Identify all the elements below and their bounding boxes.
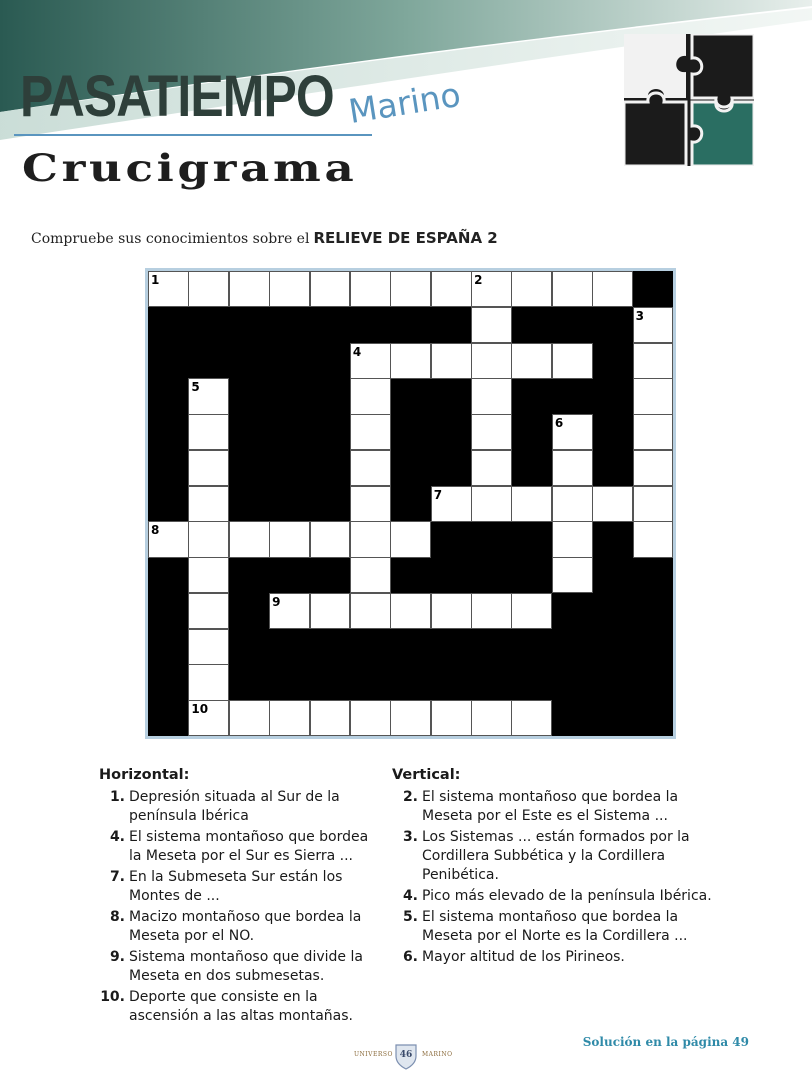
clue-text: Depresión situada al Sur de la península Ibérica	[129, 789, 340, 824]
crossword-cell[interactable]	[188, 629, 229, 665]
crossword-cell[interactable]	[552, 521, 593, 557]
clue-number: 9.	[109, 949, 125, 965]
clue-text: El sistema montañoso que bordea la Meseta por el Sur es Sierra ...	[129, 829, 369, 864]
clue-text: El sistema montañoso que bordea la Meseta por el Norte es la Cordillera ...	[422, 909, 688, 944]
crossword-cell[interactable]	[350, 593, 391, 629]
crossword-cell[interactable]	[633, 414, 674, 450]
crossword-cell[interactable]	[310, 593, 351, 629]
clue-item	[392, 788, 712, 826]
clue-number: 1.	[109, 789, 125, 805]
crossword-cell[interactable]	[471, 271, 512, 307]
crossword-cell[interactable]	[511, 593, 552, 629]
page-number: 46	[399, 1050, 413, 1060]
crossword-cell[interactable]	[431, 593, 472, 629]
clue-text: El sistema montañoso que bordea la Meseta por el Este es el Sistema ...	[422, 789, 679, 824]
crossword-cell[interactable]	[269, 593, 310, 629]
crossword-cell[interactable]	[188, 486, 229, 522]
crossword-cell[interactable]	[431, 343, 472, 379]
crossword-cell[interactable]	[511, 271, 552, 307]
crossword-cell[interactable]	[471, 414, 512, 450]
clue-number-label: 3	[635, 308, 644, 323]
clue-number-label: 6	[554, 416, 564, 431]
crossword-cell[interactable]	[511, 343, 552, 379]
crossword-cell[interactable]	[350, 700, 391, 736]
crossword-cell[interactable]	[431, 271, 472, 307]
crossword-cell[interactable]	[431, 486, 472, 522]
crossword-cell[interactable]	[592, 486, 633, 522]
crossword-cell[interactable]	[471, 343, 512, 379]
clue-text: Deporte que consiste en la ascensión a las altas montañas.	[129, 989, 353, 1024]
clue-number: 2.	[402, 789, 418, 805]
crossword-cell[interactable]	[633, 307, 674, 343]
clue-text: Macizo montañoso que bordea la Meseta por el NO.	[129, 909, 362, 944]
crossword-cell[interactable]	[552, 343, 593, 379]
publication-name-right: MARINO	[422, 1051, 453, 1058]
crossword-cell[interactable]	[350, 557, 391, 593]
crossword-cell[interactable]	[390, 593, 431, 629]
crossword-cell[interactable]	[633, 486, 674, 522]
crossword-cell[interactable]	[511, 486, 552, 522]
crossword-cell[interactable]	[188, 450, 229, 486]
crossword-cell[interactable]	[633, 343, 674, 379]
puzzle-icon	[624, 34, 754, 166]
crossword-cell[interactable]	[148, 521, 189, 557]
section-title: Crucigrama	[22, 146, 358, 190]
crossword-cell[interactable]	[471, 700, 512, 736]
vertical-heading: Vertical:	[392, 767, 461, 783]
clue-item	[392, 887, 712, 906]
crossword-cell[interactable]	[350, 343, 391, 379]
crossword-cell[interactable]	[552, 450, 593, 486]
clue-text: Pico más elevado de la península Ibérica.	[422, 888, 712, 904]
clue-number-label: 10	[191, 702, 209, 717]
clue-number-label: 5	[191, 380, 200, 395]
clue-number: 3.	[402, 829, 418, 845]
clue-item	[99, 948, 384, 986]
clue-text: Sistema montañoso que divide la Meseta en dos submesetas.	[129, 949, 363, 984]
clue-number: 8.	[109, 909, 125, 925]
crossword-cell[interactable]	[350, 378, 391, 414]
crossword-cell[interactable]	[188, 664, 229, 700]
crossword-cell[interactable]	[310, 521, 351, 557]
crossword-cell[interactable]	[633, 521, 674, 557]
horizontal-clues	[99, 767, 384, 1028]
crossword-cell[interactable]	[188, 414, 229, 450]
crossword-cell[interactable]	[350, 450, 391, 486]
crossword-cell[interactable]	[471, 450, 512, 486]
clue-item	[99, 788, 384, 826]
publication-footer	[350, 1042, 462, 1070]
clue-item	[99, 868, 384, 906]
crossword-cell[interactable]	[229, 700, 270, 736]
crossword-cell[interactable]	[431, 700, 472, 736]
solution-note: Solución en la página 49	[582, 1035, 749, 1049]
clue-number: 5.	[402, 909, 418, 925]
crossword-cell[interactable]	[552, 271, 593, 307]
crossword-cell[interactable]	[471, 593, 512, 629]
crossword-cell[interactable]	[188, 700, 229, 736]
crossword-cell[interactable]	[471, 486, 512, 522]
crossword-cell[interactable]	[148, 271, 189, 307]
clue-number-label: 4	[352, 344, 362, 359]
crossword-cell[interactable]	[229, 271, 270, 307]
clue-number-label: 8	[151, 523, 160, 538]
clue-number-label: 1	[151, 273, 160, 287]
crossword-cell[interactable]	[310, 700, 351, 736]
clue-item	[392, 948, 712, 967]
crossword-cell[interactable]	[390, 271, 431, 307]
clue-item	[99, 908, 384, 946]
clue-item	[99, 988, 384, 1026]
intro-line	[31, 229, 498, 247]
crossword-cell[interactable]	[592, 271, 633, 307]
crossword-cell[interactable]	[269, 271, 310, 307]
clue-item	[99, 828, 384, 866]
crossword-cell[interactable]	[471, 307, 512, 343]
crossword-cell[interactable]	[269, 521, 310, 557]
crossword-cell[interactable]	[390, 700, 431, 736]
crossword-cell[interactable]	[269, 700, 310, 736]
crossword-cell[interactable]	[390, 521, 431, 557]
clue-text: Los Sistemas ... están formados por la Cordillera Subbética y la Cordillera Penibética.	[422, 829, 690, 883]
crossword-cell[interactable]	[471, 378, 512, 414]
crossword-cell[interactable]	[552, 414, 593, 450]
intro-text: Compruebe sus conocimientos sobre el	[31, 231, 310, 247]
crossword-cell[interactable]	[350, 271, 391, 307]
crossword-cell[interactable]	[350, 414, 391, 450]
magazine-title: PASATIEMPO	[20, 64, 334, 129]
clue-number: 4.	[109, 829, 125, 845]
crossword-cell[interactable]	[229, 521, 270, 557]
vertical-clues	[392, 767, 712, 969]
crossword-cell[interactable]	[350, 521, 391, 557]
clue-item	[392, 828, 712, 885]
magazine-brand: Marino	[345, 74, 464, 131]
crossword-cell[interactable]	[390, 343, 431, 379]
crossword-cell[interactable]	[552, 486, 593, 522]
crossword-cell[interactable]	[188, 557, 229, 593]
intro-topic: RELIEVE DE ESPAÑA 2	[313, 229, 498, 247]
crossword-cell[interactable]	[188, 593, 229, 629]
crossword-cell[interactable]	[188, 271, 229, 307]
clue-item	[392, 908, 712, 946]
clue-text: Mayor altitud de los Pirineos.	[422, 949, 625, 965]
crossword-cell[interactable]	[350, 486, 391, 522]
clue-number-label: 2	[474, 273, 483, 287]
clue-number: 10.	[100, 989, 125, 1005]
clue-number: 7.	[109, 869, 125, 885]
clue-number-label: 7	[433, 487, 443, 502]
clue-number: 4.	[402, 888, 418, 904]
crossword-cell[interactable]	[188, 378, 229, 414]
crossword-grid	[148, 271, 673, 736]
clue-text: En la Submeseta Sur están los Montes de ...	[129, 869, 343, 904]
crossword-cell[interactable]	[511, 700, 552, 736]
clue-number-label: 9	[272, 594, 281, 609]
publication-name-left: UNIVERSO	[354, 1051, 393, 1058]
crossword-cell[interactable]	[188, 521, 229, 557]
crossword-cell[interactable]	[633, 450, 674, 486]
crossword-cell[interactable]	[633, 378, 674, 414]
crossword-cell[interactable]	[310, 271, 351, 307]
horizontal-heading: Horizontal:	[99, 767, 190, 783]
clue-number: 6.	[402, 949, 418, 965]
crossword-cell[interactable]	[552, 557, 593, 593]
